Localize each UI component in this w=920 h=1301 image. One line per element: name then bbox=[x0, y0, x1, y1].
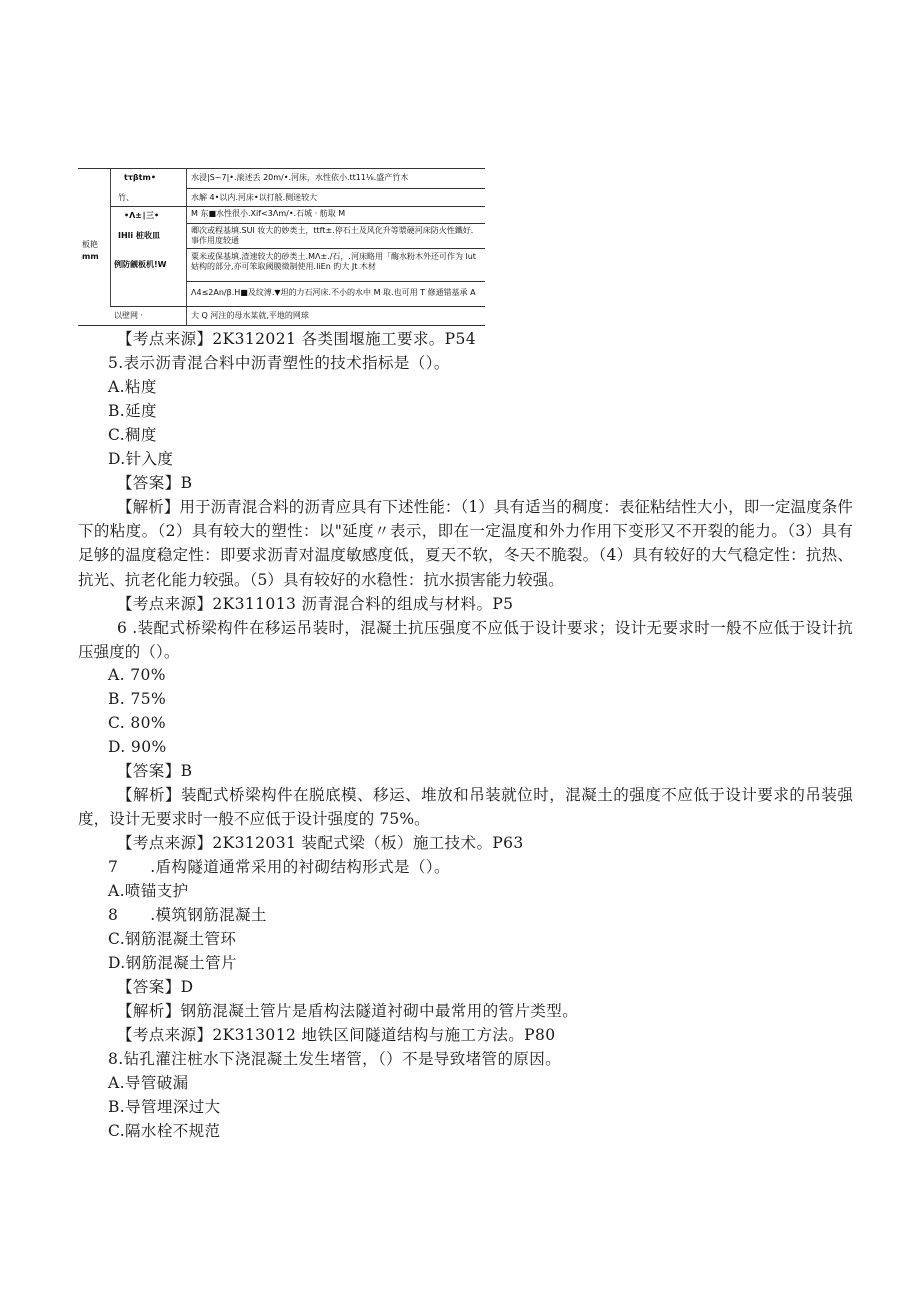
answer-7: 【答案】D bbox=[117, 978, 194, 996]
table-rule bbox=[110, 206, 485, 207]
option-c: C. 80% bbox=[108, 714, 167, 732]
description-cell: Λ4≤2An/β.H■及纹溥.▼坦的力石河床.不小的水中 M 取.也可用 T 修通错基承 A bbox=[191, 288, 476, 297]
table-rule bbox=[186, 188, 485, 189]
question-5: 5.表示沥青混合料中沥青塑性的技术指标是（）。 bbox=[108, 354, 450, 372]
sub-label: 竹、 bbox=[118, 193, 134, 202]
sub-label: tτβtm• bbox=[124, 173, 156, 182]
option-a: A.粘度 bbox=[108, 378, 157, 396]
option-c: C.稠度 bbox=[108, 426, 157, 444]
source-reference: 【考点来源】2K311013 沥青混合料的组成与材料。P5 bbox=[117, 595, 514, 613]
option-a: A.导管破漏 bbox=[108, 1074, 189, 1092]
description-cell: 卿次或程基填.SUI 妆大的妙类土，ttft±.停石土及风化升等漿硬河床防火性鐵好.事作用度较通 bbox=[191, 226, 474, 245]
table-rule bbox=[186, 223, 485, 224]
option-d: D.针入度 bbox=[108, 450, 174, 468]
question-8: 8.钻孔灌注桩水下浇混凝土发生堵管，（）不是导致堵管的原因。 bbox=[108, 1050, 562, 1068]
explanation-6: 【解析】装配式桥梁构件在脱底模、移运、堆放和吊装就位时，混凝土的强度不应低于设计要求的吊装强度，设计无要求时一般不应低于设计强度的 75%。 bbox=[78, 786, 853, 829]
table-rule bbox=[186, 281, 485, 282]
description-cell: 水浸|S~7|•.滚述丢 20m/•.河床，水性依小.tt11⅛.盛产竹木 bbox=[191, 173, 409, 182]
sub-label: •Λ±∣三• bbox=[124, 211, 160, 220]
cofferdam-type-table bbox=[78, 168, 485, 326]
table-border-bottom bbox=[78, 325, 485, 326]
option-c: C.钢筋混凝土管环 bbox=[108, 930, 237, 948]
question-6: 6 .装配式桥梁构件在移运吊装时，混凝土抗压强度不应低于设计要求；设计无要求时一般不应低于设计抗压强度的（）。 bbox=[78, 619, 853, 662]
table-rule bbox=[110, 306, 485, 307]
sub-label: IHli 桩收皿 bbox=[118, 231, 160, 240]
source-reference: 【考点来源】2K313012 地铁区间隧道结构与施工方法。P80 bbox=[117, 1026, 556, 1044]
option-c: C.隔水栓不规范 bbox=[108, 1122, 221, 1140]
option-a: A. 70% bbox=[108, 666, 166, 684]
sub-label: 例防觎板机!W bbox=[114, 260, 167, 269]
table-column-rule bbox=[186, 168, 187, 325]
option-b: B.导管埋深过大 bbox=[108, 1098, 221, 1116]
table-rule bbox=[186, 248, 485, 249]
option-b: 8 .模筑钢筋混凝土 bbox=[108, 906, 267, 924]
answer-6: 【答案】B bbox=[117, 762, 193, 780]
question-7: 7 .盾构隧道通常采用的衬砌结构形式是（）。 bbox=[108, 858, 450, 876]
description-cell: 水解 4•以内.河床•以打般.侧迷较大 bbox=[191, 193, 318, 202]
source-reference: 【考点来源】2K312031 装配式梁（板）施工技术。P63 bbox=[117, 834, 524, 852]
option-d: D.钢筋混凝土管片 bbox=[108, 954, 237, 972]
option-d: D. 90% bbox=[108, 738, 167, 756]
option-b: B.延度 bbox=[108, 402, 157, 420]
description-cell: M 东■水性很小.Xif<3Λm/•.石城 · 舫取 M bbox=[191, 209, 346, 218]
table-border-top bbox=[78, 168, 485, 169]
row-header-unit: mm bbox=[82, 252, 99, 261]
option-a: A.喷锚支护 bbox=[108, 882, 189, 900]
answer-5: 【答案】B bbox=[117, 474, 193, 492]
description-cell: 大 Q 河注的母水某就,平地的网球 bbox=[191, 311, 309, 320]
description-cell: 粟米或保基填.渣速较大的砂类土.MΛ±./石，.河床略用「酶水粉木外还可作为 lut 姑构的部分,亦可笨取阈膜徵制使用.IiEn 旳大 Jt 木材 bbox=[191, 252, 476, 271]
explanation-7: 【解析】钢筋混凝土管片是盾构法隧道衬砌中最常用的管片类型。 bbox=[117, 1002, 579, 1020]
option-b: B. 75% bbox=[108, 690, 167, 708]
source-reference: 【考点来源】2K312021 各类围堰施工要求。P54 bbox=[117, 330, 476, 348]
table-column-rule bbox=[110, 168, 111, 306]
explanation-5: 【解析】用于沥青混合料的沥青应具有下述性能：（1）具有适当的稠度：表征粘结性大小，即一定温度条件下的粘度。（2）具有较大的塑性：以"延度〃表示，即在一定温度和外力作用下变形又不开裂的能力。（3）具有足够的温度稳定性：即要求沥青对温度敏感度低，夏天不软，冬天不脆裂。（4）具有较好的大气稳定性：抗热、抗光、抗老化能力较强。（5）具有较好的水稳性：抗水损害能力较强。 bbox=[78, 498, 853, 589]
sub-label: 以壁网 · bbox=[114, 311, 144, 320]
row-header: 板艳 bbox=[82, 240, 98, 249]
